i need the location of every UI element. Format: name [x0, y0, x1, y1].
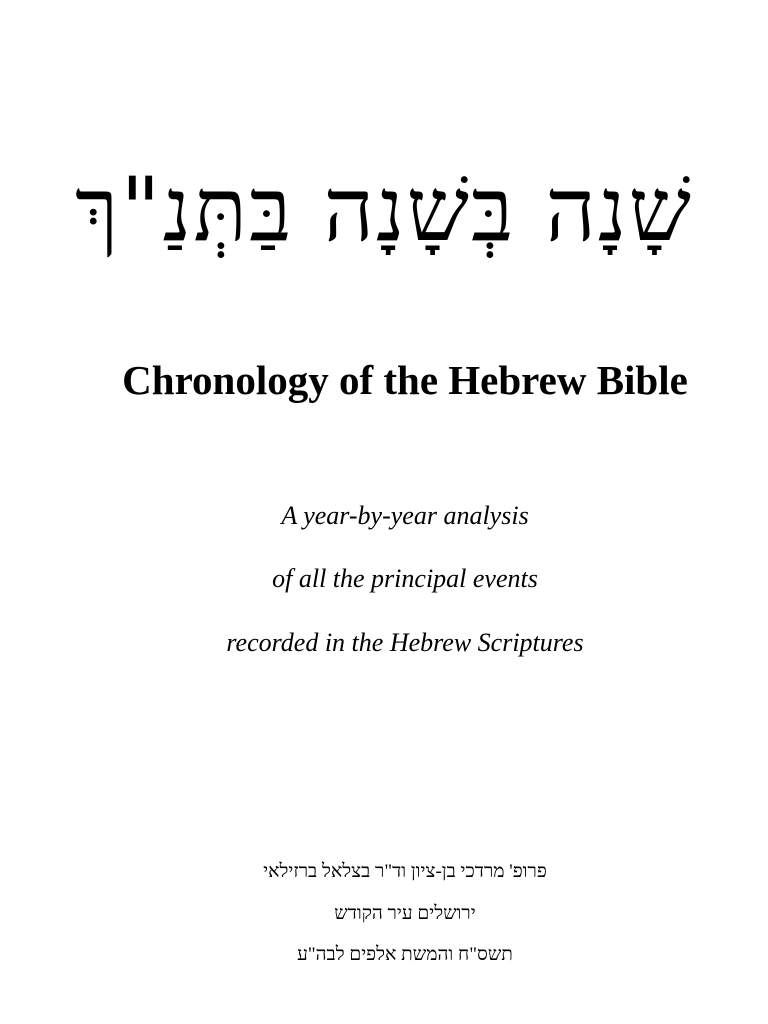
- authors-line: פרופ' מרדכי בן-ציון וד"ר בצלאל ברזילאי: [263, 861, 547, 882]
- subtitle-line-2: of all the principal events: [272, 564, 538, 593]
- place-line: ירושלים עיר הקודש: [334, 903, 476, 924]
- date-line: תשס"ח והמשת אלפים לבה"ע: [297, 944, 513, 965]
- hebrew-title: שָׁנָה בְּשָׁנָה בַּתְּנַ"ךְ: [75, 158, 693, 261]
- english-title: Chronology of the Hebrew Bible: [122, 357, 688, 403]
- subtitle-line-1: A year-by-year analysis: [281, 501, 529, 530]
- subtitle-line-3: recorded in the Hebrew Scriptures: [226, 628, 584, 657]
